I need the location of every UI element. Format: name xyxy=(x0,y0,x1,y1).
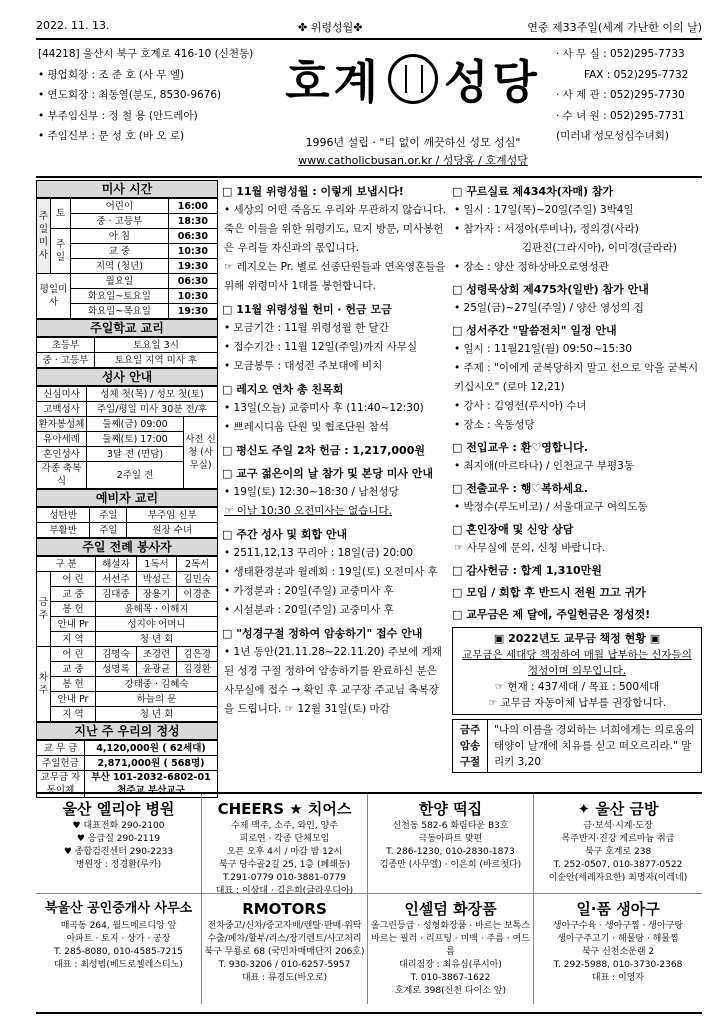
ad-name: 한양 떡집 xyxy=(418,800,483,818)
tithe-note: 교무금은 세대당 책정하여 매월 납부하는 신자들의 정성이며 의무입니다. xyxy=(462,649,692,677)
class-day: 주일 xyxy=(90,523,127,538)
ad-line: T.291-0779 010-3881-0779 xyxy=(223,873,346,883)
ad-name: RMOTORS xyxy=(242,900,327,918)
ad-realtor xyxy=(36,894,202,1004)
ad-line: 수제 맥주, 소주, 와인, 양주 xyxy=(231,821,338,831)
ad-line: 병원장 : 정경환(루카) xyxy=(75,860,162,870)
mass-time: 06:30 xyxy=(168,274,217,289)
sacrament-time: 3달 전 (면담) xyxy=(87,447,184,462)
mass-time: 18:30 xyxy=(168,214,217,229)
lit-person: 윤광균 xyxy=(136,662,177,677)
sun-label: 주일 xyxy=(51,229,71,274)
notice-text: ☞ 이날 10:30 오전미사는 없습니다. xyxy=(224,505,392,517)
ad-line: 오픈 오후 4시 / 마감 밤 12시 xyxy=(226,847,343,857)
lit-mass: 지 역 xyxy=(51,632,96,647)
ad-jewelry xyxy=(534,794,702,894)
ad-line: T. 286-1230, 010-2830-1873 xyxy=(386,847,515,857)
notice-heading: □ 교무금은 제 달에, 주일헌금은 정성껏! xyxy=(452,608,651,621)
ad-line: 북구 당수골2길 25, 1층 (폐쇄동) xyxy=(218,860,351,870)
lit-head: 2독서 xyxy=(177,557,218,572)
ad-line: 생아구수육 · 생아구찜 · 생아구탕 xyxy=(552,921,684,931)
offering-value: 부산 101-2032-6802-01 천주교 부산교구 xyxy=(85,771,218,798)
ad-line: 올그린등급 · 성형화장품 · 바르는 보톡스 xyxy=(370,921,531,931)
ad-line: 북구 신천소운랜 2 xyxy=(581,947,655,957)
mass-name: 지역 (청년) xyxy=(71,259,169,274)
notice-heading: □ 교구 젊은이의 날 참가 및 본당 미사 안내 xyxy=(222,467,434,480)
lit-person: 김민숙 xyxy=(177,572,218,587)
ad-line: T. 010-3867-1622 xyxy=(410,973,491,983)
left-column xyxy=(36,180,218,798)
lit-person: 김경환 xyxy=(177,662,218,677)
sacrament: 혼인성사 xyxy=(37,447,87,462)
lit-person: 하늘의 문 xyxy=(96,692,218,707)
lit-head: 구 분 xyxy=(37,557,96,572)
ad-cosmetics xyxy=(368,894,534,1004)
mass-time: 16:00 xyxy=(168,199,217,214)
sacraments-table xyxy=(36,386,218,489)
notice-heading: □ 주간 성사 및 회합 안내 xyxy=(222,528,348,541)
lit-person: 성명록 xyxy=(96,662,137,677)
sacrament-time: 둘째(토) 17:00 xyxy=(87,432,184,447)
ad-line: 극동아파트 맞편 xyxy=(418,834,483,844)
notice-text: • 2511,12,13 꾸리아 : 18일(금) 20:00 xyxy=(224,547,414,559)
notice-text: • 생태환경분과 월례회 : 19일(토) 오전미사 후 xyxy=(224,566,438,578)
mass-name: 월요일 xyxy=(71,274,169,289)
sacrament: 유아세례 xyxy=(37,432,87,447)
ad-line: T. 292-5988, 010-3730-2368 xyxy=(553,960,683,970)
month-label: ✤ 위령성월✤ xyxy=(298,21,363,34)
title-part-2: 성당 xyxy=(444,55,541,109)
lit-person: 김대중 xyxy=(96,587,137,602)
sacrament-time: 2주일 전 xyxy=(87,462,184,489)
ad-line: ♥ 응급실 290-2119 xyxy=(76,834,161,844)
sacraments-title: 성사 안내 xyxy=(36,368,218,386)
mass-time: 06:30 xyxy=(168,229,217,244)
ad-line: ♥ 종합검진센터 290-2233 xyxy=(63,847,174,857)
lit-person: 조경련 xyxy=(136,647,177,662)
lit-person: 박성근 xyxy=(136,572,177,587)
sunday-label: 연중 제33주일(세계 가난한 이의 날) xyxy=(527,21,702,34)
mass-times-table xyxy=(36,198,218,319)
notice-heading: □ 꾸르실료 제434차(자매) 참가 xyxy=(452,185,614,198)
notice-heading: □ "성경구절 정하여 암송하기" 접수 안내 xyxy=(222,627,423,640)
lit-mass: 안내 Pr xyxy=(51,692,96,707)
this-week-label: 금주 xyxy=(37,572,51,647)
lit-mass: 교 중 xyxy=(51,587,96,602)
class-teacher: 원장 수녀 xyxy=(127,523,218,538)
parish-subtitle xyxy=(268,134,558,170)
ad-name: 북울산 공인중개사 사무소 xyxy=(44,901,193,916)
offering-label: 교 무 금 xyxy=(37,741,85,756)
sunday-school-table xyxy=(36,337,218,368)
notice-text: • 참가자 : 서정아(루비나), 정의경(사라) xyxy=(454,223,639,235)
notice-text: • 쁘레시디움 단원 및 협조단원 참석 xyxy=(224,421,389,433)
mass-name: 아 침 xyxy=(71,229,169,244)
lit-person: 성지야 어머니 xyxy=(96,617,218,632)
sacrament: 환자봉성체 xyxy=(37,417,87,432)
notice-text: • 장소 : 양산 정하상바오로영성관 xyxy=(454,261,609,273)
notice-heading: □ 혼인장애 및 신앙 상담 xyxy=(452,523,574,536)
ad-line: 아파트 · 토지 · 상가 · 공장 xyxy=(66,934,171,944)
office-phone: · 사 무 실 : 052)295-7733 xyxy=(556,48,685,60)
sunday-school-title: 주일학교 교리 xyxy=(36,319,218,337)
lit-person: 김명숙 xyxy=(96,647,137,662)
ad-line: 수출/폐차/할부/리스/장기렌트/사고처리 xyxy=(207,934,362,944)
ad-line: 피로연 · 각종 단체모임 xyxy=(239,834,330,844)
website-link[interactable]: www.catholicbusan.or.kr / 성당홈 / 호계성당 xyxy=(298,154,528,167)
notice-heading: □ 감사헌금 : 합계 1,310만원 xyxy=(452,564,602,577)
notice-text: • 최지애(마르타나) / 인천교구 부평3동 xyxy=(454,460,634,472)
ad-line: 매곡동 264, 월드메르디앙 앞 xyxy=(60,921,177,931)
parish-title xyxy=(268,46,558,112)
notice-text: • 모금봉투 : 대성전 주보대에 비치 xyxy=(224,360,383,372)
mass-name: 교 중 xyxy=(71,244,169,259)
lit-person: 강태중 · 김혜숙 xyxy=(96,677,218,692)
ad-name: CHEERS ★ 치어스 xyxy=(217,800,352,818)
notice-heading: □ 평신도 주일 2차 헌금 : 1,217,000원 xyxy=(222,444,425,457)
ad-line: 금·보석·시계·도장 xyxy=(583,821,653,831)
notice-text: • 모금기간 : 11월 위령성월 한 달간 xyxy=(224,322,389,334)
verse-label: 금주 암송 구절 xyxy=(452,719,488,773)
mass-name: 화요일~토요일 xyxy=(71,289,169,304)
tithe-count: ☞ 현재 : 437세대 / 목표 : 500세대 xyxy=(494,681,660,693)
ad-line: 목주반지·진강 게르마늄 취급 xyxy=(561,834,675,844)
weekday-label: 평일미사 xyxy=(37,274,71,319)
advance-request: 사전 신청 (사무실) xyxy=(184,417,218,489)
lit-mass: 어 린 xyxy=(51,647,96,662)
notice-text: • 장소 : 옥동성당 xyxy=(454,419,535,431)
notice-heading: □ 전입교우 : 환♡영합니다. xyxy=(452,441,588,454)
ad-restaurant xyxy=(534,894,702,1004)
offering-title: 지난 주 우리의 정성 xyxy=(36,722,218,740)
ad-name: 인셀덤 화장품 xyxy=(404,900,497,918)
notice-text: • 강사 : 김영선(루시아) 수녀 xyxy=(454,400,587,412)
class-day: 주일 xyxy=(90,508,127,523)
lit-mass: 봉 헌 xyxy=(51,602,96,617)
class-name: 성탄반 xyxy=(37,508,90,523)
ad-line: 바르는 필러 · 리프팅 · 미백 · 주름 · 여드름 xyxy=(371,934,530,957)
ad-line: 대표 : 류경도(바오로) xyxy=(241,973,328,983)
council-president: • 평업회장 : 조 준 호 (사 무 엘) xyxy=(38,68,185,81)
rectory-phone: · 사 제 관 : 052)295-7730 xyxy=(556,89,685,101)
convent-name: (미러내 성모성심수녀회) xyxy=(556,130,669,142)
sunday-side-label: 주일미사 xyxy=(37,199,51,274)
ad-line: 전차중고/신차/중고자배/렌탈·판매·위탁 xyxy=(207,921,362,931)
lit-person: 윤해목 · 이해지 xyxy=(96,602,218,617)
notice-text: • 13일(오늘) 교중미사 후 (11:40~12:30) xyxy=(224,402,424,414)
masthead xyxy=(36,38,702,178)
ad-line: 북구 호계로 238 xyxy=(584,847,652,857)
notice-heading: □ 성서주간 "말씀전치" 일정 안내 xyxy=(452,324,617,337)
lit-mass: 교 중 xyxy=(51,662,96,677)
sacrament: 각종 축복식 xyxy=(37,462,87,489)
mass-time: 10:30 xyxy=(168,289,217,304)
notice-text: • 일시 : 17일(목)~20일(주일) 3박4일 xyxy=(454,204,634,216)
catechumen-title: 예비자 교리 xyxy=(36,489,218,507)
ad-line: 대표 : 이영자 xyxy=(591,973,645,983)
address: [44218] 울산시 북구 호계로 416-10 (신천동) xyxy=(38,48,254,60)
ad-line: T. 930-3206 / 010-6257-5957 xyxy=(218,960,351,970)
mass-name: 중 · 고등부 xyxy=(71,214,169,229)
ad-line: 신천동 582-6 화림타운 B3호 xyxy=(392,821,509,831)
notice-text: • 일시 : 11월21일(월) 09:50~15:30 xyxy=(454,343,633,355)
offering-value: 2,871,000원 ( 568명) xyxy=(85,756,218,771)
notice-text: • 가정분과 : 20일(주일) 교중미사 후 xyxy=(224,585,394,597)
lit-mass: 어 린 xyxy=(51,572,96,587)
lit-person: 청 년 회 xyxy=(96,707,218,722)
school-time: 토요일 지역 미사 후 xyxy=(95,353,218,368)
sacrament-time: 성체 첫(목) / 성모 첫(토) xyxy=(87,387,218,402)
notice-text: ☞ 레지오는 Pr. 별로 선종단원들과 연옥영혼들을 위해 위령미사 1대를 봉헌합니다. xyxy=(224,261,446,292)
lit-person: 이경춘 xyxy=(177,587,218,602)
mass-name: 어린이 xyxy=(71,199,169,214)
contact-info xyxy=(556,44,702,147)
notice-heading: □ 11월 위령성월 : 이렇게 보냅시다! xyxy=(222,185,404,198)
lit-person: 장용기 xyxy=(136,587,177,602)
assistant-priest: • 부주임신부 : 정 철 용 (안드레아) xyxy=(38,109,198,122)
fax: FAX : 052)295-7732 xyxy=(584,68,689,81)
notice-text: ☞ 사무실에 문의, 신청 바랍니다. xyxy=(454,542,606,554)
offering-label: 주일헌금 xyxy=(37,756,85,771)
notice-text: • 주제 : "이에게 굳복당하지 말고 선으로 악을 굳복시키십시오" (로마 12,21) xyxy=(454,362,699,393)
ad-name: 일·품 생아구 xyxy=(576,900,660,918)
ad-cheers xyxy=(202,794,368,894)
lit-mass: 지 역 xyxy=(51,707,96,722)
top-bar xyxy=(36,16,702,36)
right-column xyxy=(452,182,702,773)
lit-person: 김은경 xyxy=(177,647,218,662)
ad-name: 울산 엘리야 병원 xyxy=(62,800,175,818)
notice-heading: □ 모임 / 회합 후 반드시 전원 끄고 귀가 xyxy=(452,586,646,599)
ad-line: 호계로 398(신천 다이소 앞) xyxy=(394,986,507,996)
lit-head: 1독서 xyxy=(136,557,177,572)
ad-line: 이순안(세례자요한) 최명자(이레네) xyxy=(548,873,688,883)
class-teacher: 부주임 신부 xyxy=(127,508,218,523)
parish-info xyxy=(38,44,268,147)
issue-date: 2022. 11. 13. xyxy=(36,19,110,32)
lit-mass: 봉 헌 xyxy=(51,677,96,692)
middle-column xyxy=(222,182,448,719)
notice-text: • 접수기간 : 11월 12일(주일)까지 사무실 xyxy=(224,341,418,353)
tithe-status-title: ▣ 2022년도 교무금 책정 현황 ▣ xyxy=(493,632,661,645)
notice-text: • 시설분과 : 20일(주일) 교중미사 후 xyxy=(224,604,394,616)
mass-times-title: 미사 시간 xyxy=(36,180,218,198)
notice-heading: □ 전출교우 : 행♡복하세요. xyxy=(452,482,588,495)
ads-section xyxy=(36,792,702,1004)
notice-text: • 25일(금)~27일(주일) / 양산 영성의 집 xyxy=(454,302,644,314)
liturgy-title: 주일 전례 봉사자 xyxy=(36,538,218,556)
sacrament: 고백성사 xyxy=(37,402,87,417)
parish-logo-icon xyxy=(388,54,438,104)
verse-text: "나의 이름을 경외하는 너희에게는 의로움의 태양이 날개에 치유를 싣고 떠오르리라." 말리키 3,20 xyxy=(488,719,702,773)
tithe-autopay: ☞ 교무금 자동이체 납부를 권장합니다. xyxy=(487,697,667,709)
notice-text: • 세상의 어떤 죽음도 우리와 무관하지 않습니다. 죽은 이들을 위한 위령기도, 묘지 방문, 미사봉헌은 우리들 자신과의 몫입니다. xyxy=(224,204,447,254)
mass-time: 19:30 xyxy=(168,259,217,274)
weekly-verse xyxy=(452,719,702,773)
ad-line: 북구 무룡로 68 (국민차매매단지 206호) xyxy=(204,947,365,957)
notice-text: 김판진(그라시아), 이미경(글라라) xyxy=(522,242,677,254)
notice-text: • 1년 동안(21.11.28~22.11.20) 주보에 게재된 성경 구절 정하여 암송하기를 완료하신 분은 사무실에 접수 → 확인 후 교구장 주교님 축복장을 드립니다. ☞ 12월 31일(토) 마감 xyxy=(224,646,442,715)
title-part-1: 호계 xyxy=(285,55,382,109)
sat-label: 토 xyxy=(51,199,71,229)
notice-text: • 19일(토) 12:30~18:30 / 남천성당 xyxy=(224,486,399,498)
ad-rmotors xyxy=(202,894,368,1004)
ad-rice-cake xyxy=(368,794,534,894)
convent-phone: · 수 녀 원 : 052)295-7731 xyxy=(556,109,685,122)
liturgy-table xyxy=(36,556,218,722)
bottom-rule xyxy=(36,1012,702,1014)
tithe-status-box xyxy=(452,627,702,715)
lit-mass: 안내 Pr xyxy=(51,617,96,632)
ad-line: 대표 : 최성범(베드로첼레스티노) xyxy=(54,960,183,970)
prayer-president: • 연도회장 : 최동열(분도, 8530-9676) xyxy=(38,89,222,101)
ad-line: 대리점장 : 최유심(루시아) xyxy=(399,960,502,970)
mass-name: 화요일~목요일 xyxy=(71,304,169,319)
offering-value: 4,120,000원 ( 62세대) xyxy=(85,741,218,756)
ad-line: 김종만 (사무엘) · 이은희 (바르첫다) xyxy=(379,860,522,870)
ad-name: ✦ 울산 금방 xyxy=(577,800,659,818)
school-group: 초등부 xyxy=(37,338,95,353)
class-name: 부활반 xyxy=(37,523,90,538)
lit-head: 해설자 xyxy=(96,557,137,572)
lit-person: 청 년 회 xyxy=(96,632,218,647)
ad-line: ♥ 대표전화 290-2100 xyxy=(72,821,165,831)
notice-heading: □ 성령묵상회 제475차(일반) 참가 안내 xyxy=(452,283,649,296)
school-time: 토요일 3시 xyxy=(95,338,218,353)
ad-hospital xyxy=(36,794,202,894)
school-group: 중 · 고등부 xyxy=(37,353,95,368)
ad-line: 생아구주고기 · 해물탕 · 해물찜 xyxy=(557,934,679,944)
catechumen-table xyxy=(36,507,218,538)
pastor: • 주임신부 : 문 성 호 (바 오 로) xyxy=(38,130,185,142)
sacrament-time: 둘째(금) 09:00 xyxy=(87,417,184,432)
sacrament: 신심미사 xyxy=(37,387,87,402)
offering-table xyxy=(36,740,218,798)
mass-time: 19:30 xyxy=(168,304,217,319)
notice-text: • 박정수(루도비코) / 서울대교구 여의도동 xyxy=(454,501,648,513)
mass-time: 10:30 xyxy=(168,244,217,259)
ad-line: T. 285-8080, 010-4585-7215 xyxy=(54,947,183,957)
ad-line: T. 252-0507, 010-3877-0522 xyxy=(553,860,683,870)
offering-label: 교무금 자동이체 xyxy=(37,771,85,798)
sacrament-time: 주일/평일 미사 30분 전/후 xyxy=(87,402,218,417)
next-week-label: 차주 xyxy=(37,647,51,722)
lit-person: 서선주 xyxy=(96,572,137,587)
founding: 1996년 설립 · "티 없이 깨끗하신 성모 성심" xyxy=(305,136,521,149)
notice-heading: □ 11월 위령성월 헌미 · 헌금 모금 xyxy=(222,303,392,316)
notice-heading: □ 레지오 연차 총 친목회 xyxy=(222,383,344,396)
ad-line: 대표 : 이상대 · 김은희(글라우디아) xyxy=(215,886,354,896)
